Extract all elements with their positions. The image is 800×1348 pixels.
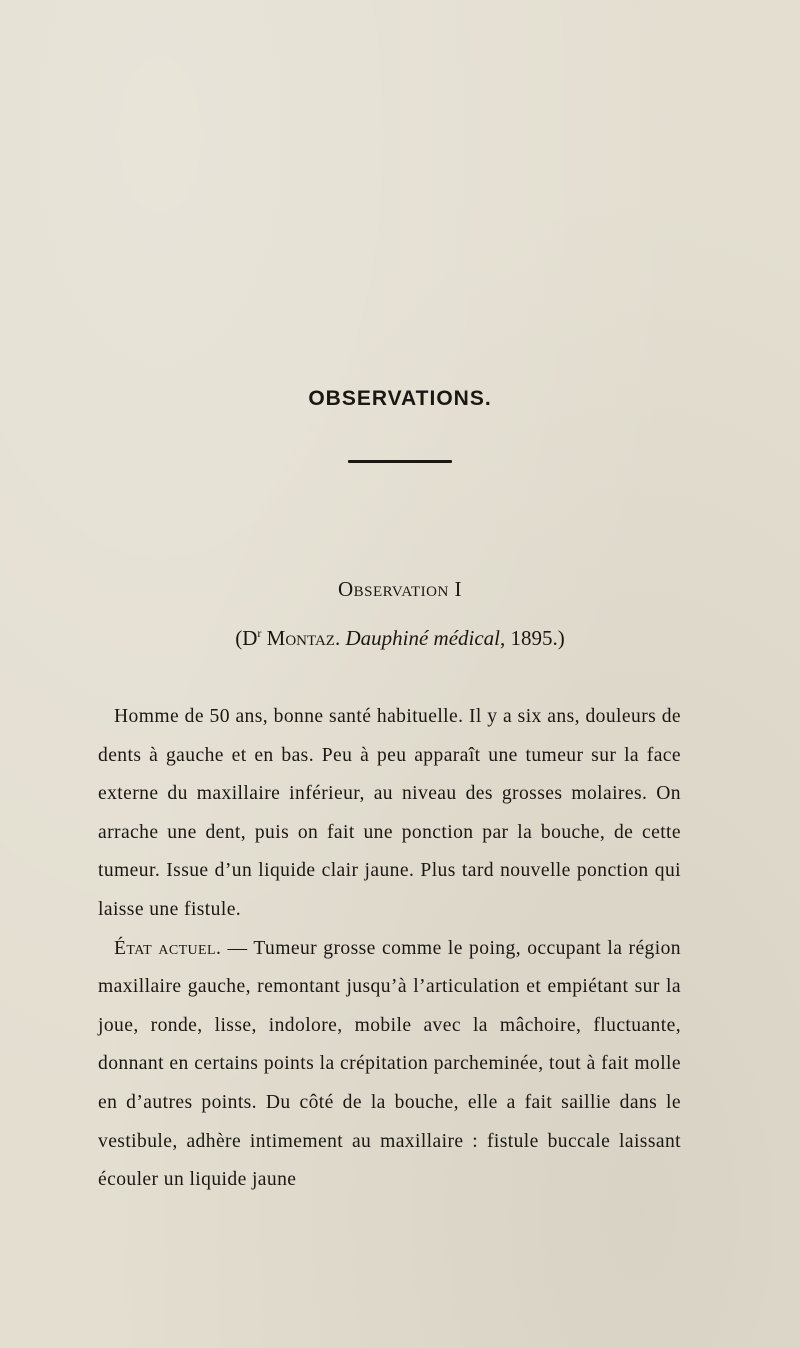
citation-author-name: Montaz. (261, 626, 346, 650)
heading-rule (348, 460, 452, 463)
citation-author-sup: r (257, 626, 262, 640)
observation-body (98, 698, 681, 1200)
paragraph-text: Homme de 50 ans, bonne santé habituelle. Il y a six ans, douleurs de dents à gauche et en bas. Peu à peu apparaît une tumeur sur la face externe du maxillaire inférieur, au niveau des grosses molaires. On arrache une dent, puis on fait une ponction par la bouche, de cette tumeur. Issue d’un liquide clair jaune. Plus tard nouvelle ponction qui laisse une fistule. (98, 706, 681, 920)
paragraph-lead: État actuel. (114, 937, 222, 959)
citation (0, 626, 800, 651)
paragraph-current-state (98, 930, 681, 1200)
citation-open: ( (235, 626, 243, 650)
citation-year: , 1895.) (500, 626, 565, 650)
section-heading: OBSERVATIONS. (308, 387, 492, 410)
observation-title: Observation I (337, 577, 463, 601)
paragraph-history (98, 698, 681, 930)
paragraph-text: — Tumeur grosse comme le poing, occupant la région maxillaire gauche, remontant jusqu’à l’articulation et empiétant sur la joue, ronde, lisse, indolore, mobile avec la mâchoire, fluctuante, donnant en certains points la crépitation parcheminée, tout à fait molle en d’autres points. Du côté de la bouche, elle a fait saillie dans le vestibule, adhère intimement au maxillaire : fistule buccale laissant écouler un liquide jaune (98, 937, 681, 1191)
citation-author-prefix: D (242, 626, 258, 650)
citation-journal: Dauphiné médical (345, 626, 500, 650)
